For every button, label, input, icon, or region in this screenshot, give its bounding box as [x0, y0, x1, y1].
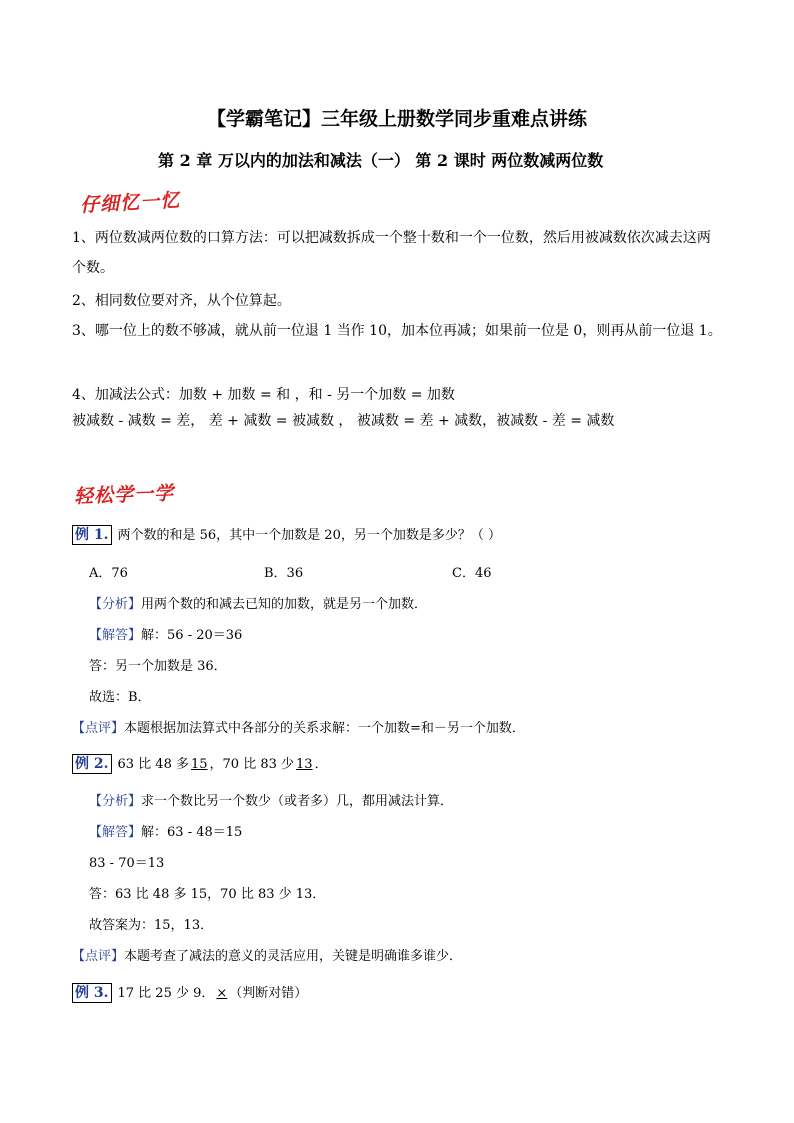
analysis-text: 求一个数比另一个数少（或者多）几，都用减法计算． — [141, 794, 454, 809]
rule-4-formulas: 被减数 - 减数 = 差， 差 + 减数 = 被减数 ， 被减数 = 差 + 减数，被减数 - 差 = 减数 — [72, 413, 615, 429]
rule-1: 1、两位数减两位数的口算方法：可以把减数拆成一个整十数和一个一位数，然后用被减数依次减去这两个数。 — [72, 230, 711, 276]
example-2-blank-2: 13 — [296, 757, 313, 772]
section-heading-review: 仔细忆一忆 — [79, 189, 181, 217]
example-1-question: 两个数的和是 56，其中一个加数是 20，另一个加数是多少？（ ） — [117, 528, 501, 543]
example-2-analysis — [89, 790, 453, 809]
example-1-tag: 例 1. — [72, 525, 112, 545]
example-2-blank-1: 15 — [190, 757, 208, 772]
comment-text: 本题根据加法算式中各部分的关系求解：一个加数=和－另一个加数． — [124, 721, 525, 736]
rule-3: 3、哪一位上的数不够减，就从前一位退 1 当作 10，加本位再减；如果前一位是 0，则再从前一位退 1。 — [72, 323, 722, 339]
example-2-question-line — [72, 753, 328, 774]
example-1-question-line — [72, 524, 501, 545]
rule-2: 2、相同数位要对齐，从个位算起。 — [72, 293, 291, 309]
answer-text: 解：56 - 20＝36 — [141, 628, 243, 643]
rule-4: 4、加减法公式：加数 + 加数 = 和 ，和 - 另一个加数 = 加数 — [72, 387, 455, 403]
answer-text: 解：63 - 48＝15 — [141, 825, 243, 840]
answer-tag: 【解答】 — [89, 825, 142, 840]
comment-tag: 【点评】 — [72, 949, 125, 964]
example-1-answer — [89, 624, 242, 643]
example-2-result: 故答案为：15，13． — [89, 918, 214, 933]
comment-text: 本题考查了减法的意义的灵活应用，关键是明确谁多谁少． — [124, 949, 463, 964]
example-1-analysis — [89, 593, 427, 612]
example-1-reply: 答：另一个加数是 36． — [89, 659, 227, 674]
page-title: 【学霸笔记】三年级上册数学同步重难点讲练 — [206, 108, 587, 130]
example-2-comment — [72, 945, 462, 964]
example-2-tag: 例 2. — [72, 754, 112, 774]
example-2-question-part1: 63 比 48 多 — [117, 757, 189, 772]
example-1-choice: 故选：B． — [89, 690, 151, 705]
example-3-question-line — [72, 982, 307, 1003]
example-2-question-part3: ． — [314, 757, 328, 772]
example-1-option-c: C．46 — [452, 566, 492, 581]
example-2-answer — [89, 821, 242, 840]
example-2-reply: 答：63 比 48 多 15，70 比 83 少 13． — [89, 887, 326, 902]
lesson-subtitle: 第 2 章 万以内的加法和减法（一） 第 2 课时 两位数减两位数 — [158, 151, 604, 170]
analysis-text: 用两个数的和减去已知的加数，就是另一个加数． — [141, 597, 428, 612]
example-2-question-part2: ，70 比 83 少 — [209, 757, 295, 772]
example-1-option-a: A．76 — [89, 566, 128, 581]
example-3-question-part1: 17 比 25 少 9． — [117, 986, 215, 1001]
example-3-blank: × — [216, 986, 228, 1001]
answer-tag: 【解答】 — [89, 628, 142, 643]
analysis-tag: 【分析】 — [89, 794, 142, 809]
section-heading-learn: 轻松学一学 — [73, 482, 175, 508]
example-2-line2: 83 - 70＝13 — [89, 856, 165, 871]
comment-tag: 【点评】 — [72, 721, 125, 736]
example-1-option-b: B．36 — [264, 566, 304, 581]
analysis-tag: 【分析】 — [89, 597, 142, 612]
example-3-tag: 例 3. — [72, 983, 112, 1003]
example-3-question-part2: （判断对错） — [229, 986, 308, 1001]
example-1-comment — [72, 717, 525, 736]
